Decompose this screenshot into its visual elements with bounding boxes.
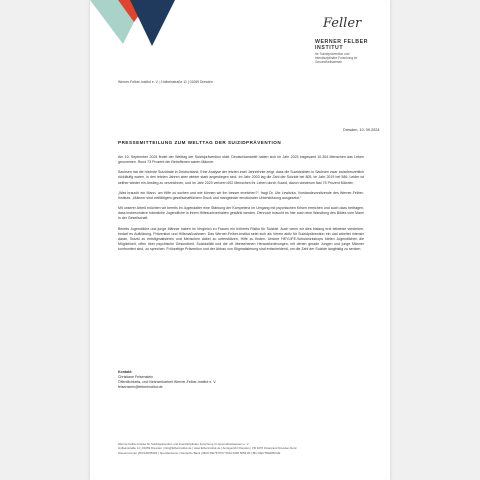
org-name	[315, 39, 385, 51]
org-subtitle-line3: Gesundheitswesen	[315, 59, 343, 64]
paragraph: Mit unserer Arbeit möchten wir bereits im Jugendalter eine Stärkung der Kompetenz im Umgang mit psychischen Krisen erreichen und auch dazu beitragen, dass insbesondere männliche Jugendliche in ihrem Hilfesuchverhalten gestärkt werden. Dennoch braucht es hier auch eine Wandlung des Bildes vom Mann in der Gesellschaft.	[118, 206, 364, 221]
institute-logo-triangles	[90, 0, 215, 58]
footer-line3: Steuernummer 203/140/05303 | Spendenkonto | Deutsche Bank | IBAN DE78 8707 0024 0028 5656 00 | BIC DEUTDEDBCHE	[118, 450, 281, 455]
paragraph: Sachsen hat die höchste Suizidrate in Deutschland. Eine Analyse der letzten zwei Jahrzehnte zeigt, dass die Suizidzahlen in Sachsen zwar zwischenzeitlich rückläufig waren, in den letzten Jahren aber wieder stark angestiegen sind. Im Jahr 2003 lag die Zahl der Suizide bei 805, im Jahr 2019 bei 586. Leider ist seither wieder ein Anstieg zu verzeichnen, und im Jahr 2023 verloren 692 Menschen ihr Leben durch Suizid, davon wiederum fast 75 Prozent Männer.	[118, 170, 364, 185]
footer-line2: Holbeinstraße 11 | 01069 Dresden | info@felberinstitut.de | www.felberinstitut.de | Amtsgericht Dresden | VR 9470 Finanzamt Dresden-Nord	[118, 446, 297, 451]
contact-email[interactable]: felsenstein@felberinstitut.de	[118, 385, 163, 390]
letter-page	[90, 0, 390, 480]
org-subtitle-line2: interdisziplinäre Forschung im	[315, 55, 358, 60]
letter-date: Dresden, 10. 09.2024	[343, 128, 380, 132]
org-subtitle	[315, 53, 385, 64]
sender-address: Werner-Felber-Institut e. V. | Holbeinstraße 11 | 01069 Dresden	[118, 80, 213, 84]
signature-logo: Feller	[323, 16, 362, 31]
paragraph: Bereits Jugendliche und junge Männer haben im Vergleich zu Frauen ein höheres Risiko für Suizide. Auch wenn wir dies bislang erst teilweise verstehen, bedarf es Aufklärung, Prävention und Hilfsmaßnahmen. Das Werner-Felber-Institut setzt sich als Verein aktiv für Suizidprävention ein und arbeitet intensiv daran, Suizid zu entstigmatisieren und Menschen dabei zu unterstützen, Hilfe zu finden. Unsere HEYLIFE-Schulworkshops bieten Jugendlichen die Möglichkeit, offen über psychische Gesundheit, Suizidalität und die oft übersehenen Herausforderungen, mit denen gerade Jungen und junge Männer konfrontiert sind, zu sprechen. Frühzeitige Prävention und der Abbau von Stigmatisierung sind entscheidend, um die Zahl der Suizide langfristig zu senken.	[118, 226, 364, 252]
contact-block	[118, 370, 216, 390]
footer-line1: Werner-Felber-Institut für Suizidprävention und interdisziplinäre Forschung im Gesundheitswesen e. V.	[118, 442, 250, 446]
letter-footer	[118, 442, 368, 455]
paragraph: Am 10. September 2024 findet der Welttag der Suizidprävention statt. Deutschlandweit haben sich im Jahr 2023 insgesamt 10.304 Menschen das Leben genommen. Rund 73 Prozent der Betroffenen waren Männer.	[118, 155, 364, 165]
contact-heading: Kontakt:	[118, 370, 133, 374]
brand-block	[315, 16, 385, 64]
org-subtitle-line1: für Suizidprävention und	[315, 52, 350, 56]
press-release-title: PRESSEMITTEILUNG ZUM WELTTAG DER SUIZIDPRÄVENTION	[118, 140, 282, 145]
navy-triangle	[130, 0, 175, 46]
org-name-line1: WERNER FELBER	[315, 39, 369, 45]
letter-body	[118, 155, 364, 257]
contact-role: Öffentlichkeits- und Netzwerkarbeit Werner-Felber-Institut e. V.	[118, 380, 217, 385]
contact-name: Christiane Felsenstein	[118, 375, 154, 380]
paragraph: „Was braucht ein Mann, um Hilfe zu suchen und wie können wir ihn besser erreichen?“, fragt Dr. Ute Lewitzka, Vorstandsvorsitzende des Werner-Felber-Instituts. „Männer sind vielfältigem gesellschaftlichem Druck und mangelnder emotionaler Unterstützung ausgesetzt.“	[118, 190, 364, 200]
org-name-line2: INSTITUT	[315, 45, 344, 51]
